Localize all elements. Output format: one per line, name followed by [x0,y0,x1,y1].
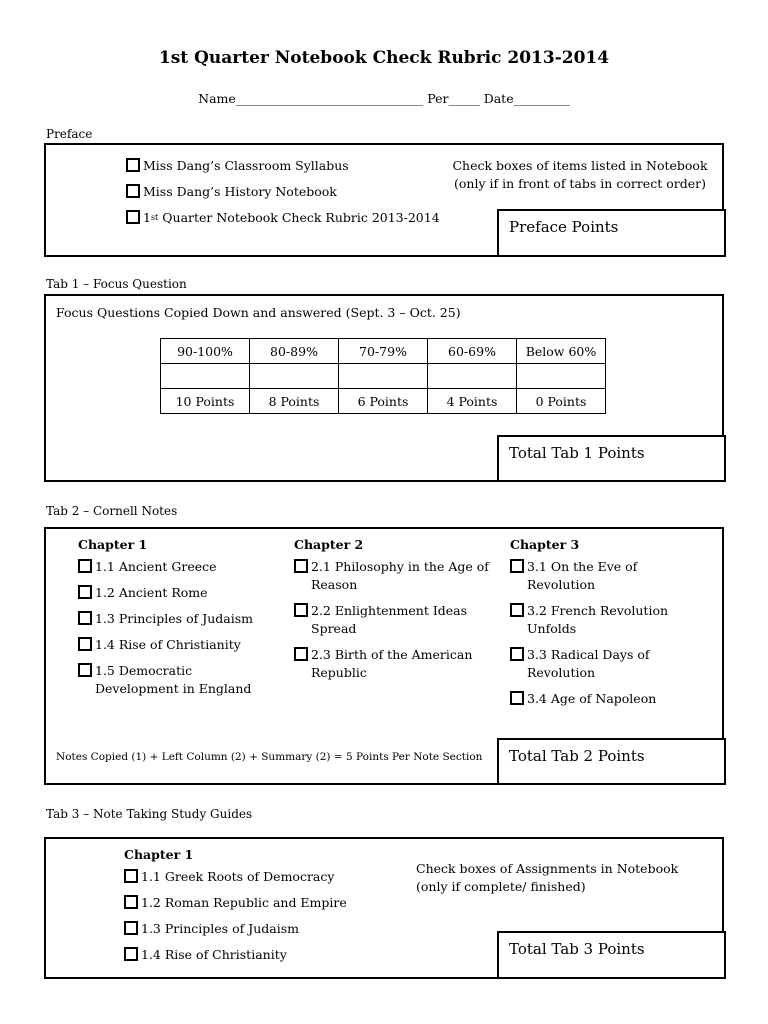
tab3-box [44,837,724,979]
table-blank-cell[interactable] [517,364,606,389]
list-item-label: Unfolds [527,621,577,636]
table-header-cell: 70-79% [339,339,428,364]
table-row [161,389,606,414]
table-points-cell: 4 Points [428,389,517,414]
list-item [78,662,288,698]
list-item-label: 1.1 Ancient Greece [95,559,217,574]
list-item-label: Republic [311,665,367,680]
tab2-chapter-1 [78,537,288,698]
table-header-cell: 60-69% [428,339,517,364]
checkbox-icon[interactable] [510,603,524,617]
list-item [78,610,288,628]
table-blank-cell[interactable] [339,364,428,389]
table-points-cell: 10 Points [161,389,250,414]
preface-label: Preface [46,127,93,141]
table-header-cell: Below 60% [517,339,606,364]
table-blank-cell[interactable] [250,364,339,389]
list-item [510,602,720,638]
table-points-cell: 8 Points [250,389,339,414]
preface-item-rubric [126,209,440,227]
checkbox-icon[interactable] [78,663,92,677]
tab3-points-box[interactable]: Total Tab 3 Points [497,931,726,979]
preface-item-label: Miss Dang’s Classroom Syllabus [143,158,349,173]
checkbox-icon[interactable] [78,559,92,573]
table-blank-cell[interactable] [428,364,517,389]
checkbox-icon[interactable] [510,559,524,573]
preface-item-label: Quarter Notebook Check Rubric 2013-2014 [162,210,440,225]
list-item-label-wrap [527,646,650,682]
checkbox-icon[interactable] [126,158,140,172]
chapter-title: Chapter 3 [510,537,580,552]
list-item [124,868,347,886]
list-item-label: 1.4 Rise of Christianity [141,947,287,962]
preface-points-box[interactable]: Preface Points [497,209,726,257]
list-item [510,690,720,708]
tab3-instruction-1: Check boxes of Assignments in Notebook [416,861,679,876]
checkbox-icon[interactable] [124,869,138,883]
list-item-label: 2.1 Philosophy in the Age of [311,559,489,574]
checkbox-icon[interactable] [126,210,140,224]
list-item [78,636,288,654]
chapter-title: Chapter 1 [124,847,194,862]
list-item-label: Reason [311,577,358,592]
list-item-label-wrap [311,602,467,638]
list-item-label: 1.5 Democratic [95,663,193,678]
list-item [124,920,347,938]
table-header-cell: 80-89% [250,339,339,364]
tab1-label: Tab 1 – Focus Question [46,277,187,291]
table-points-cell: 0 Points [517,389,606,414]
checkbox-icon[interactable] [126,184,140,198]
tab1-description: Focus Questions Copied Down and answered (Sept. 3 – Oct. 25) [56,305,461,320]
checkbox-icon[interactable] [510,691,524,705]
table-header-cell: 90-100% [161,339,250,364]
list-item-label: 1.3 Principles of Judaism [141,921,299,936]
tab1-points-box[interactable]: Total Tab 1 Points [497,435,726,482]
preface-items [126,157,440,227]
list-item [510,646,720,682]
checkbox-icon[interactable] [124,921,138,935]
list-item-label: 1.3 Principles of Judaism [95,611,253,626]
list-item-label: Revolution [527,665,596,680]
list-item-label: 1.4 Rise of Christianity [95,637,241,652]
list-item-label: 2.3 Birth of the American [311,647,473,662]
preface-item-syllabus [126,157,440,175]
tab3-instruction-2: (only if complete/ finished) [416,879,586,894]
list-item [78,558,288,576]
checkbox-icon[interactable] [78,637,92,651]
tab3-chapter-1 [124,847,347,964]
table-row [161,364,606,389]
checkbox-icon[interactable] [294,559,308,573]
tab2-chapter-3 [510,537,720,708]
list-item-label: 3.4 Age of Napoleon [527,691,657,706]
list-item-label: 1.2 Roman Republic and Empire [141,895,347,910]
checkbox-icon[interactable] [124,895,138,909]
list-item-label: 3.3 Radical Days of [527,647,650,662]
tab2-box [44,527,724,785]
checkbox-icon[interactable] [294,647,308,661]
preface-instructions [440,157,720,193]
page-title: 1st Quarter Notebook Check Rubric 2013-2014 [158,48,610,68]
checkbox-icon[interactable] [78,585,92,599]
list-item-label-wrap [311,646,472,682]
list-item-label-wrap [311,558,489,594]
list-item [124,894,347,912]
tab1-box [44,294,724,482]
list-item [510,558,720,594]
preface-item-label: Miss Dang’s History Notebook [143,184,337,199]
list-item-label-wrap [527,558,637,594]
list-item [294,646,504,682]
list-item-label: Revolution [527,577,596,592]
preface-item-notebook [126,183,440,201]
list-item-label: 3.2 French Revolution [527,603,669,618]
tab2-chapter-2 [294,537,504,682]
list-item [124,946,347,964]
table-row [161,339,606,364]
list-item [78,584,288,602]
preface-instruction-1: Check boxes of items listed in Notebook [452,158,708,173]
preface-item-sup: st [150,213,159,222]
focus-score-table [160,338,606,414]
chapter-title: Chapter 1 [78,537,148,552]
list-item [294,558,504,594]
list-item-label-wrap [95,662,251,698]
list-item-label: Spread [311,621,357,636]
list-item-label: Development in England [95,681,252,696]
tab2-label: Tab 2 – Cornell Notes [46,504,178,518]
preface-instruction-2: (only if in front of tabs in correct order) [454,176,706,191]
checkbox-icon[interactable] [294,603,308,617]
preface-box [44,143,724,257]
tab2-points-box[interactable]: Total Tab 2 Points [497,738,726,785]
tab3-label: Tab 3 – Note Taking Study Guides [46,807,253,821]
list-item-label: 1.2 Ancient Rome [95,585,208,600]
list-item-label-wrap [527,602,668,638]
table-blank-cell[interactable] [161,364,250,389]
chapter-title: Chapter 2 [294,537,364,552]
tab3-instructions [416,860,706,896]
checkbox-icon[interactable] [78,611,92,625]
list-item-label: 2.2 Enlightenment Ideas [311,603,468,618]
tab2-footnote: Notes Copied (1) + Left Column (2) + Summary (2) = 5 Points Per Note Section [56,751,483,763]
list-item-label: 1.1 Greek Roots of Democracy [141,869,335,884]
table-points-cell: 6 Points [339,389,428,414]
name-per-date-line: Name______________________________ Per_____ Date_________ [198,91,570,106]
list-item-label: 3.1 On the Eve of [527,559,638,574]
list-item [294,602,504,638]
preface-item-prefix: 1 [143,210,151,225]
checkbox-icon[interactable] [124,947,138,961]
checkbox-icon[interactable] [510,647,524,661]
